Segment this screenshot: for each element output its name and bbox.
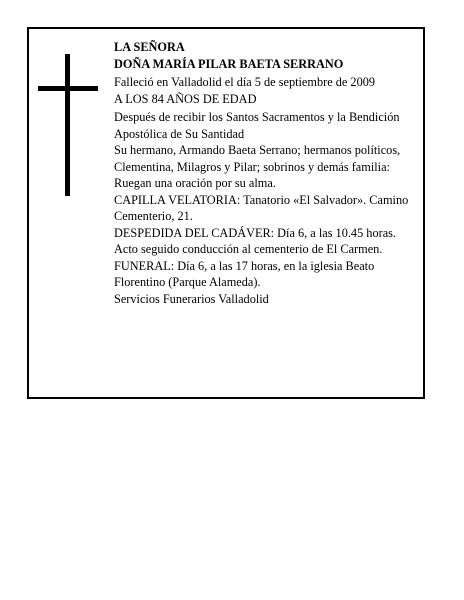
age-line: A LOS 84 AÑOS DE EDAD [114, 91, 257, 106]
cross-horizontal-bar [38, 86, 98, 91]
prayer-line: Ruegan una oración por su alma. [114, 176, 276, 190]
services-line: Servicios Funerarios Valladolid [114, 291, 269, 306]
farewell-line: DESPEDIDA DEL CADÁVER: Día 6, a las 10.45 horas. Acto seguido conducción al cementerio de El Carmen. [114, 225, 397, 256]
cross-icon [38, 54, 98, 196]
notice-title: LA SEÑORA [114, 40, 185, 54]
obituary-text [114, 39, 414, 307]
death-line: Falleció en Valladolid el día 5 de septiembre de 2009 [114, 75, 376, 89]
family-line: Su hermano, Armando Baeta Serrano; hermanos políticos, Clementina, Milagros y Pilar; sobrinos y demás familia: [114, 143, 401, 174]
funeral-line: FUNERAL: Día 6, a las 17 horas, en la iglesia Beato Florentino (Parque Alameda). [114, 258, 375, 289]
sacraments-line: Después de recibir los Santos Sacramentos y la Bendición Apostólica de Su Santidad [114, 110, 400, 141]
chapel-line: CAPILLA VELATORIA: Tanatorio «El Salvador». Camino Cementerio, 21. [114, 192, 409, 223]
cross-vertical-bar [65, 54, 70, 196]
deceased-name: DOÑA MARÍA PILAR BAETA SERRANO [114, 56, 344, 71]
